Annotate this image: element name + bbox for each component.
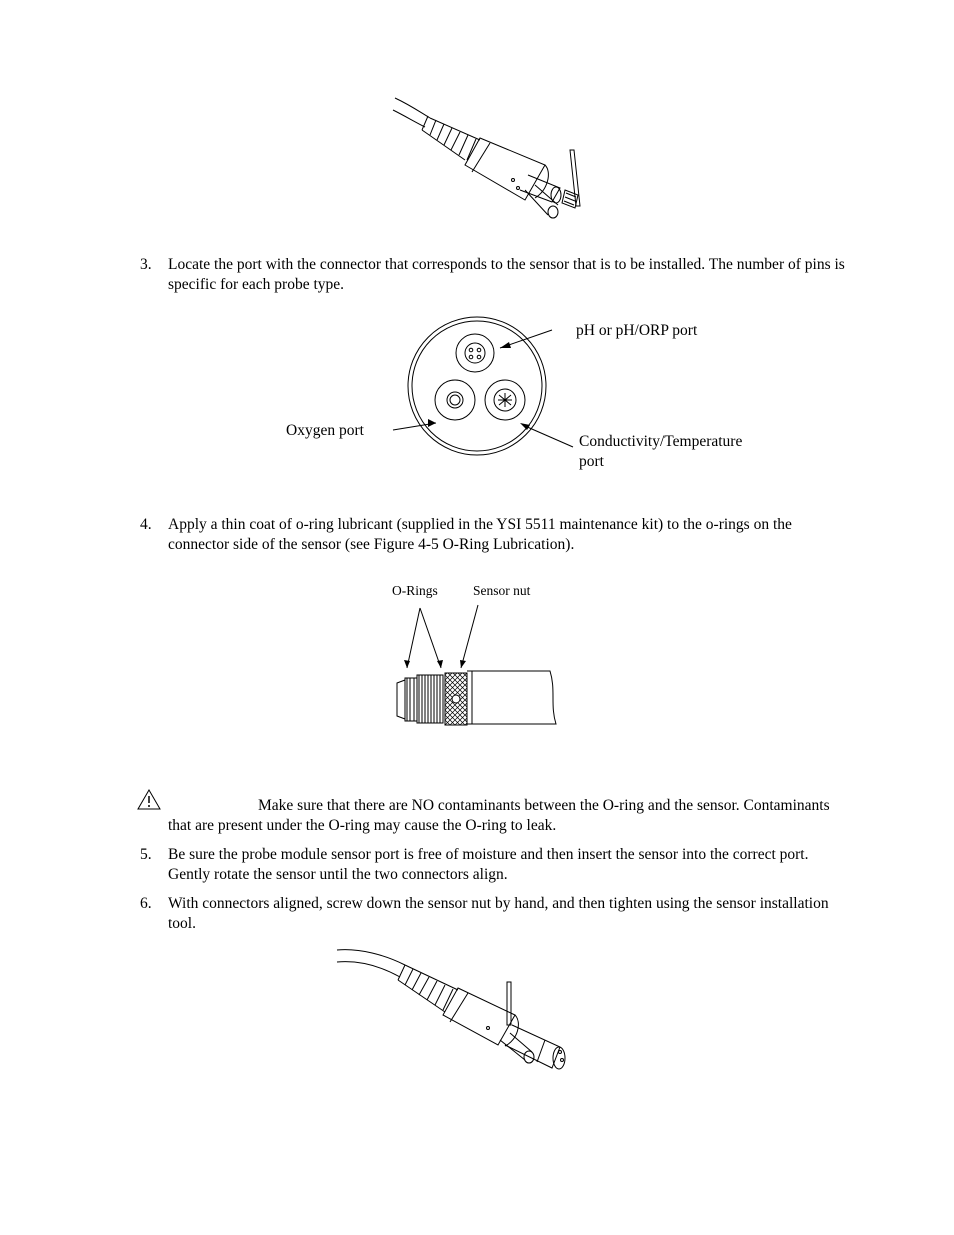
orings-label: O-Rings [392,583,438,598]
conductivity-port-label: Conductivity/Temperature port [579,433,743,470]
step-number: 6. [140,895,152,912]
step-text: Locate the port with the connector that corresponds to the sensor that is to be installed. The number of pins is specific for each probe type. [168,256,845,293]
sensor-nut-label: Sensor nut [473,583,531,598]
caution-text: Make sure that there are NO contaminants between the O-ring and the sensor. Contaminants that are present under the O-ring may cause the O-ring to leak. [168,797,830,834]
step-number: 3. [140,256,152,273]
step-text: Be sure the probe module sensor port is free of moisture and then insert the sensor into the correct port. Gently rotate the sensor until the two connectors align. [168,846,809,883]
step-text: Apply a thin coat of o-ring lubricant (supplied in the YSI 5511 maintenance kit) to the o-rings on the connector side of the sensor (see Figure 4-5 O-Ring Lubrication). [168,516,792,553]
oxygen-port-label: Oxygen port [286,422,364,439]
step-text: With connectors aligned, screw down the sensor nut by hand, and then tighten using the sensor installation tool. [168,895,829,932]
step-number: 5. [140,846,152,863]
step-number: 4. [140,516,152,533]
ph-port-label: pH or pH/ORP port [576,322,698,339]
